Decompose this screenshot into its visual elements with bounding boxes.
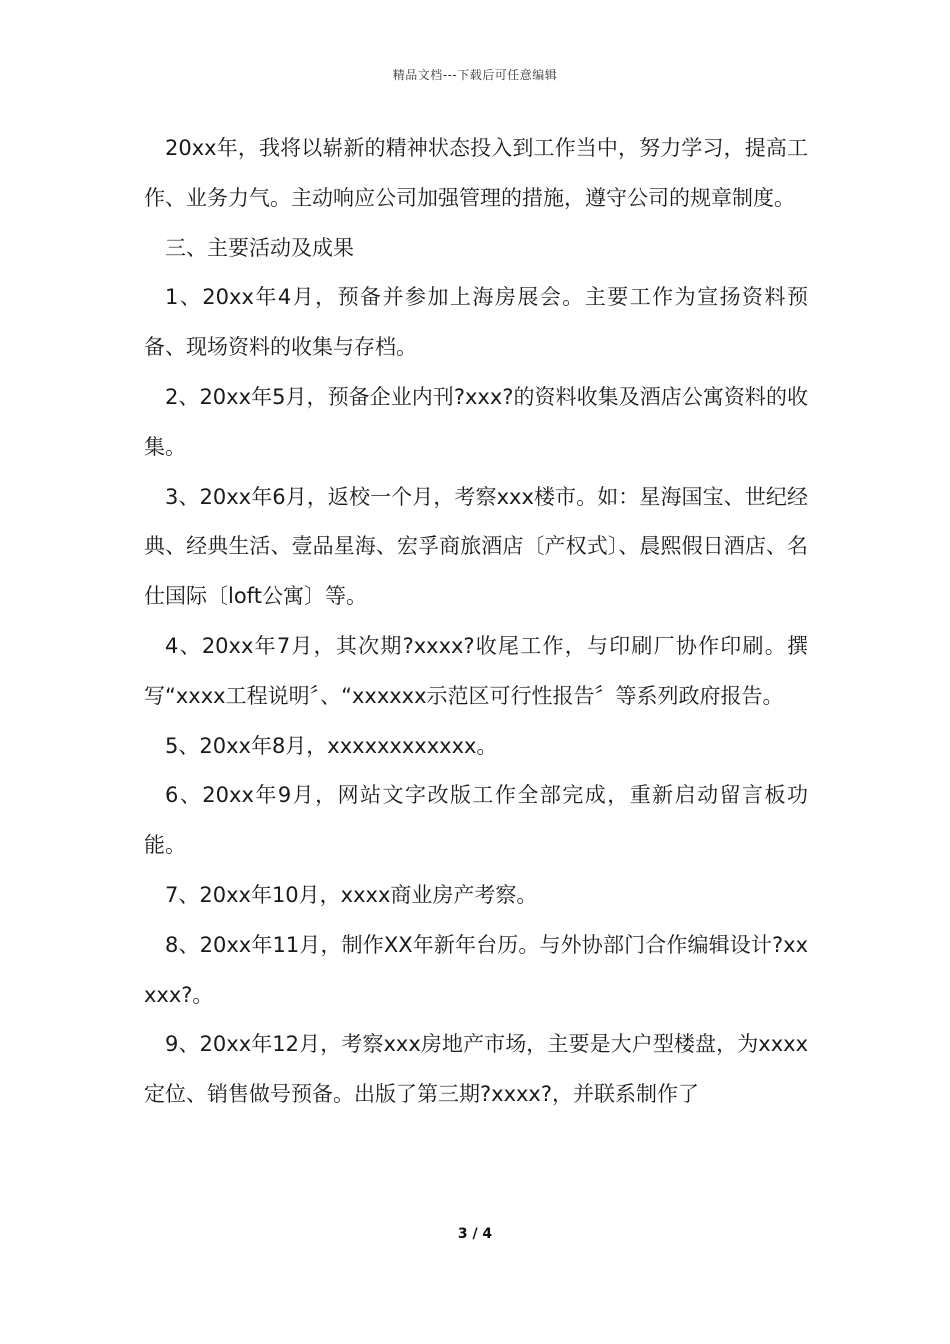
list-item: 6、20xx年9月，网站文字改版工作全部完成，重新启动留言板功能。 [144, 783, 808, 858]
list-item: 5、20xx年8月，xxxxxxxxxxxx。 [165, 733, 498, 758]
page-number: 3 / 4 [457, 1226, 493, 1242]
list-item: 4、20xx年7月，其次期?xxxx?收尾工作，与印刷厂协作印刷。撰写“xxxx工程说明〞、“xxxxxx示范区可行性报告〞等系列政府报告。 [144, 633, 808, 708]
list-item: 7、20xx年10月，xxxx商业房产考察。 [165, 882, 538, 907]
paragraph-intro: 20xx年，我将以崭新的精神状态投入到工作当中，努力学习，提高工作、业务力气。主动响应公司加强管理的措施，遵守公司的规章制度。 [144, 136, 808, 210]
list-item: 3、20xx年6月，返校一个月，考察xxx楼市。如：星海国宝、世纪经典、经典生活、壹品星海、宏孚商旅酒店〔产权式〕、晨熙假日酒店、名仕国际〔loft公寓〕等。 [144, 484, 808, 609]
list-item: 1、20xx年4月，预备并参加上海房展会。主要工作为宣扬资料预备、现场资料的收集与存档。 [144, 285, 808, 360]
list-item: 2、20xx年5月，预备企业内刊?xxx?的资料收集及酒店公寓资料的收集。 [144, 384, 808, 459]
document-body [144, 124, 808, 1120]
section-heading: 三、主要活动及成果 [165, 235, 354, 260]
page-header: 精品文档---下载后可任意编辑 [392, 68, 558, 82]
list-item: 8、20xx年11月，制作XX年新年台历。与外协部门合作编辑设计?xxxxx?。 [144, 932, 808, 1007]
list-item: 9、20xx年12月，考察xxx房地产市场，主要是大户型楼盘，为xxxx定位、销售做号预备。出版了第三期?xxxx?，并联系制作了 [144, 1032, 808, 1107]
